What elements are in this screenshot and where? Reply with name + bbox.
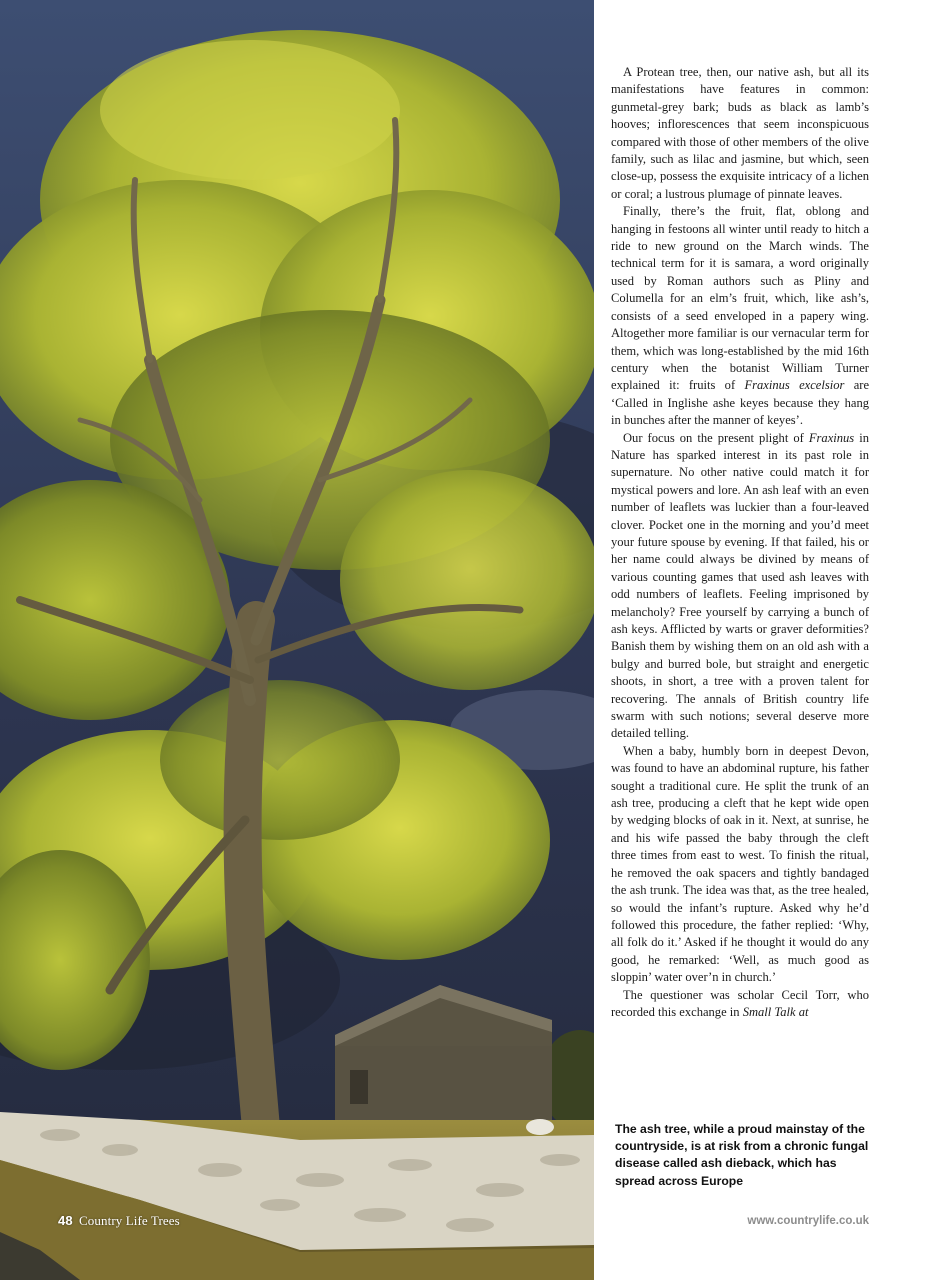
italic-text: Small Talk at: [742, 1004, 809, 1019]
italic-text: Fraxinus: [808, 430, 855, 445]
paragraph-text: The questioner was scholar Cecil Torr, who recorded this exchange in: [611, 987, 869, 1019]
paragraph-text: in Nature has sparked interest in its past role in supernature. No other native could match it for mystical powers and lore. An ash leaf with an even number of leaflets was luckier than a four-leaved clover. Pocket one in the morning and you’d meet your future spouse by evening. If that failed, his or her name could always be divined by means of various counting games that used ash leaves with odd numbers of leaflets. Feeling imprisoned by melancholy? Free yourself by carrying a bunch of ash keys. Afflicted by warts or graver deformities? Banish them by wishing them on an old ash with a bulgy and burred bole, but straight and energetic shoots, in short, a tree with a proven talent for recovering. The annals of British country life swarm with such notions; several deserve more detailed telling.: [611, 430, 869, 741]
paragraph-text: When a baby, humbly born in deepest Devon, was found to have an abdominal rupture, his father sought a traditional cure. He split the trunk of an ash tree, producing a cleft that he kept wide open by wedging blocks of oak in it. Next, at sunrise, he and his wife passed the baby through the cleft three times from east to west. To finish the ritual, he removed the oak spacers and tightly bandaged the ash trunk. The idea was that, as the tree healed, so would the infant’s rupture. Asked why he’d followed this procedure, the father replied: ‘Why, all folk do it.’ Asked if he thought it would do any good, he remarked: ‘Well, as much good as sloppin’ water over’n in church.’: [611, 743, 869, 985]
article-paragraph: [611, 203, 869, 429]
photo-caption: The ash tree, while a proud mainstay of the countryside, is at risk from a chronic fungal disease called ash dieback, which has spread across Europe: [615, 1122, 869, 1188]
paragraph-text: are ‘Called in Inglishe ashe keyes because they hang in bunches after the manner of keyes’.: [611, 378, 870, 428]
article-paragraph: [611, 987, 869, 1022]
paragraph-text: A Protean tree, then, our native ash, but all its manifestations have features in common: gunmetal-grey bark; buds as black as lamb’s hooves; inflorescences that seem inconspicuous compared with those of other members of the olive family, such as lilac and jasmine, but which, seen close-up, possess the exquisite intricacy of a lichen or coral; a lustrous plumage of pinnate leaves.: [611, 65, 869, 201]
website-url: www.countrylife.co.uk: [747, 1215, 869, 1227]
page-number: 48: [58, 1213, 73, 1228]
article-paragraph: [611, 430, 869, 743]
italic-text: Fraxinus excelsior: [744, 378, 845, 393]
article-paragraph: [611, 64, 869, 203]
folio: [58, 1213, 180, 1229]
article-paragraph: [611, 743, 869, 987]
paragraph-text: Finally, there’s the fruit, flat, oblong and hanging in festoons all winter until ready to hitch a ride to new ground on the March winds. The technical term for it is samara, a word originally used by Roman authors such as Pliny and Columella for an elm’s fruit, which, like ash’s, consists of a seed enveloped in a papery wing. Altogether more familiar is our vernacular term for them, which was long-established by the mid 16th century when the botanist William Turner explained it: fruits of: [611, 204, 869, 393]
paragraph-text: Our focus on the present plight of: [623, 430, 809, 445]
publication-name: Country Life Trees: [79, 1213, 180, 1228]
article-column: [611, 64, 869, 1021]
sheep: [526, 1119, 554, 1135]
